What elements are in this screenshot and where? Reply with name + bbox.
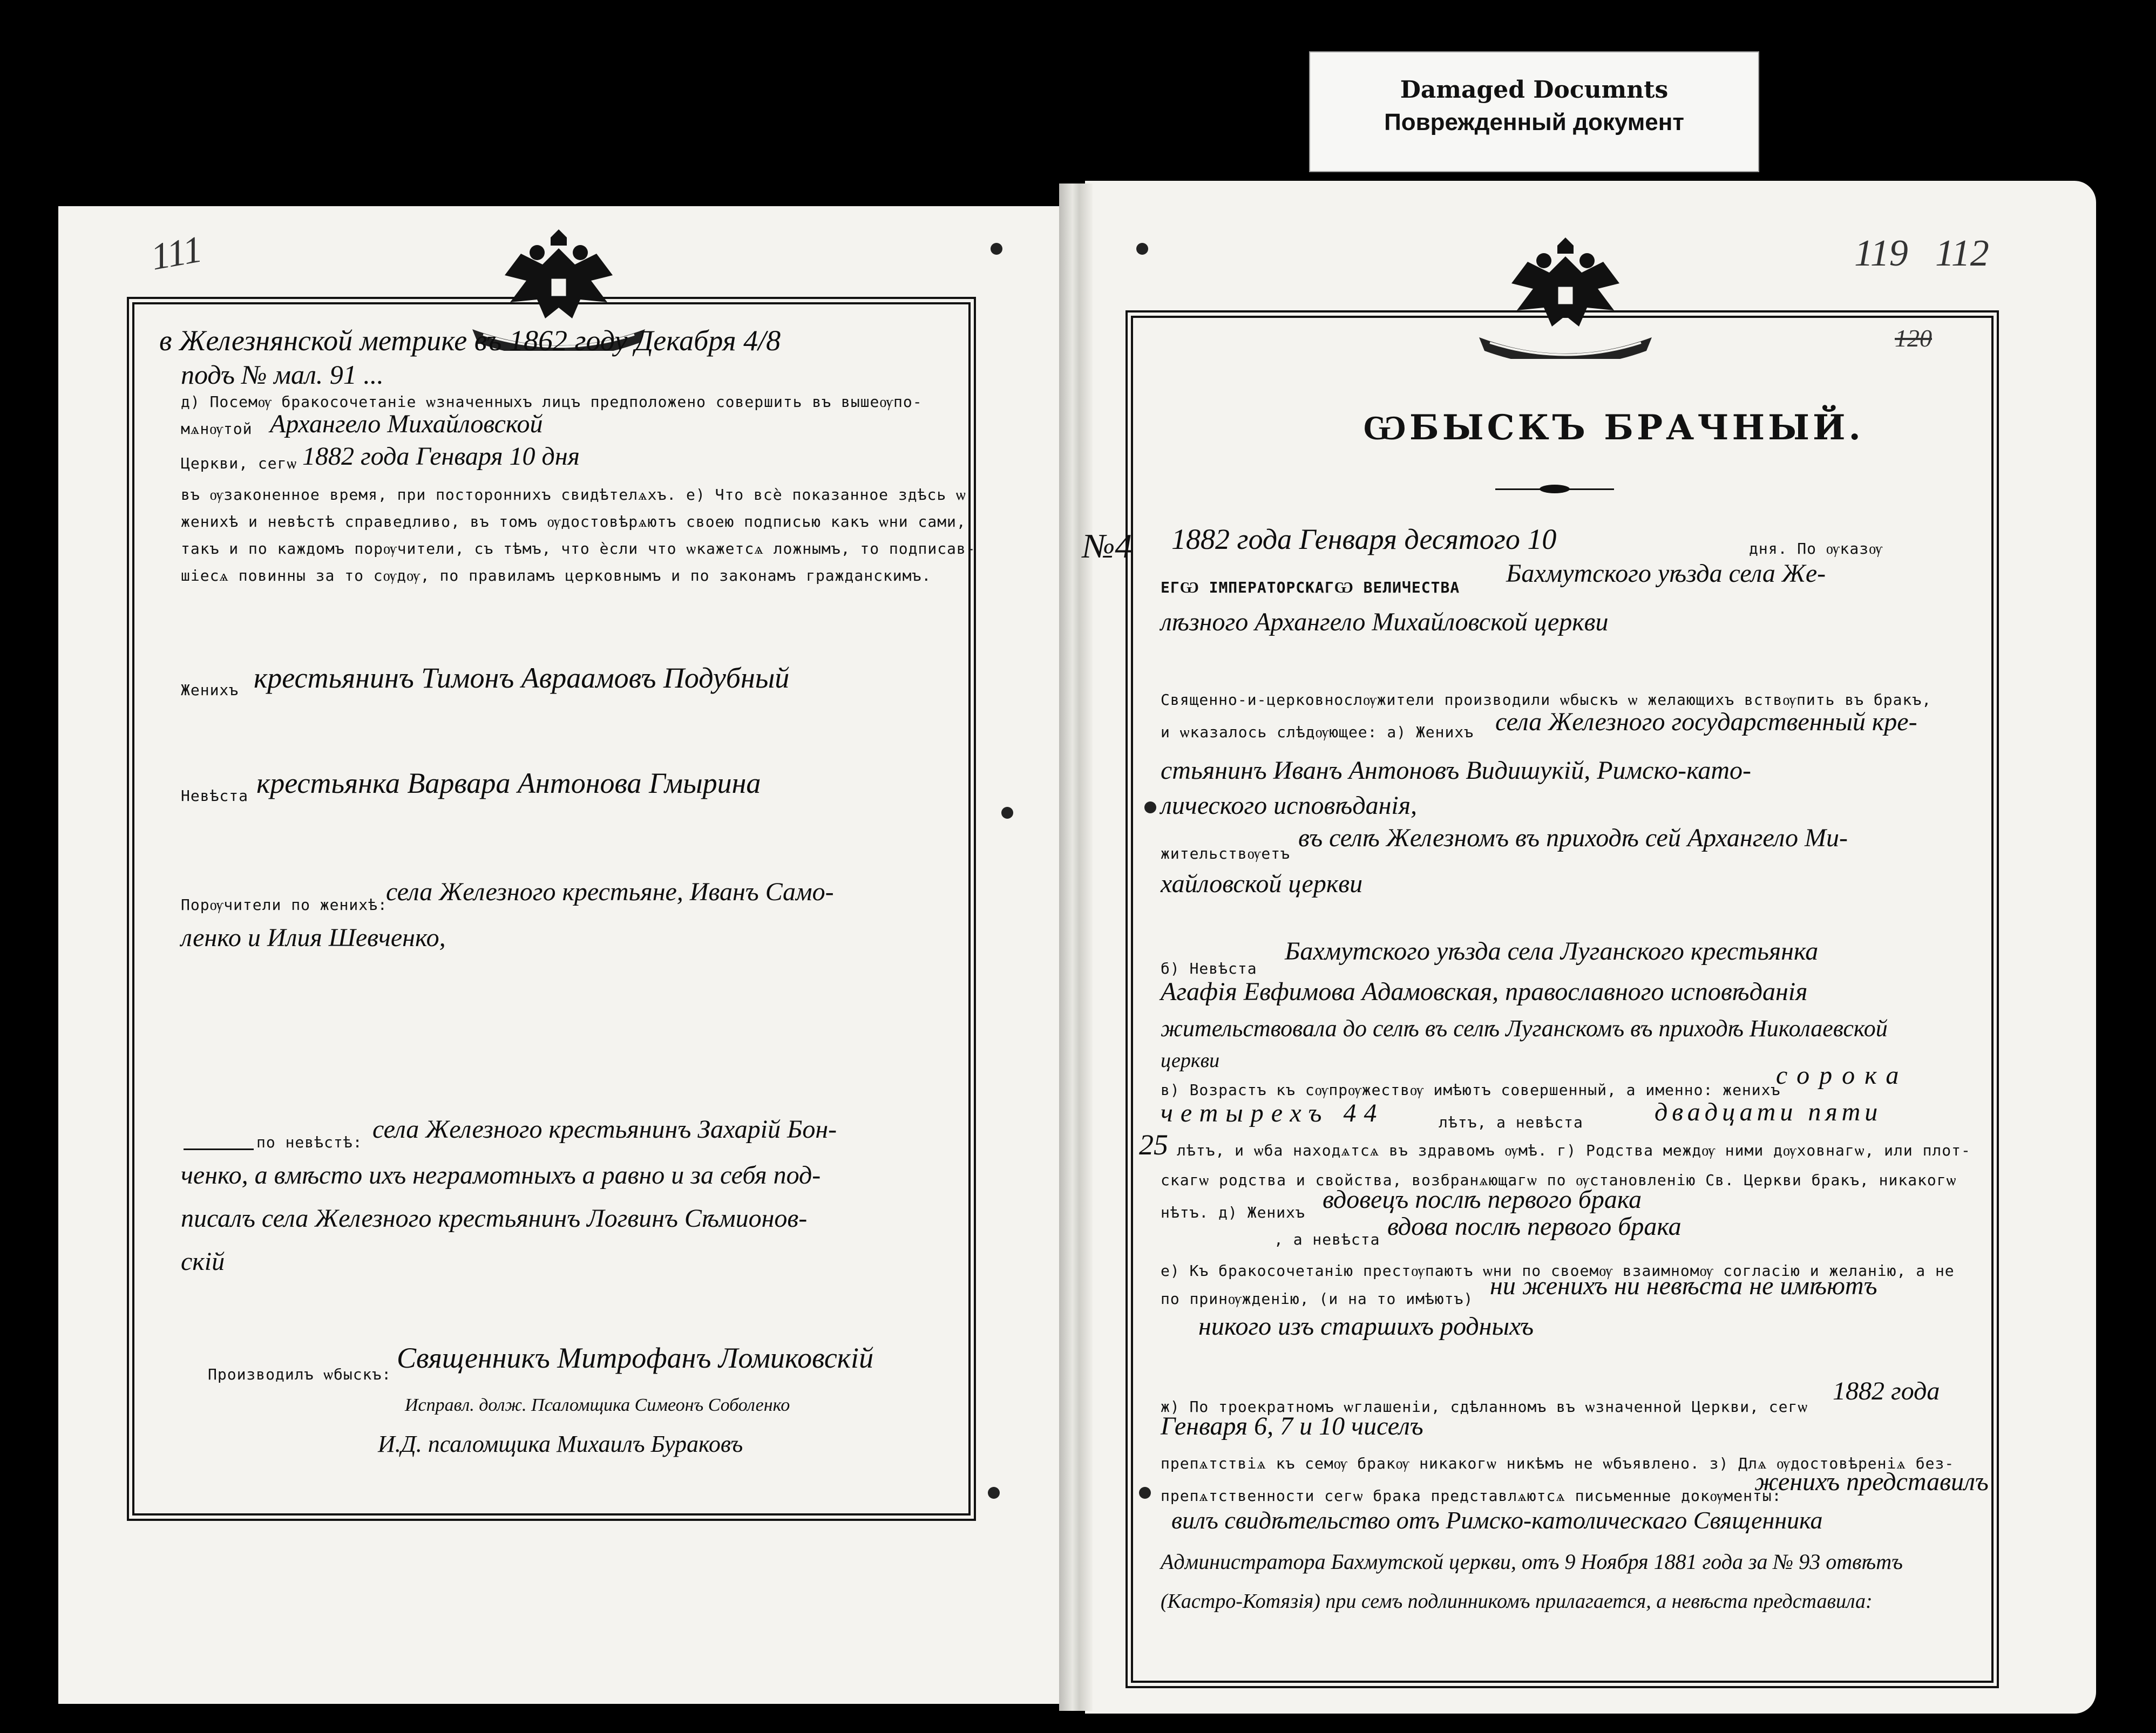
right-age-hand-4: 25 <box>1139 1129 1168 1161</box>
left-p2-line4: шіесѧ повинны за то сѹдѹ, по правиламъ церковнымъ и по законамъ гражданскимъ. <box>181 567 932 585</box>
left-groom-label: Женихъ <box>181 681 239 699</box>
left-examiner-label: Производилъ ѡбыскъ: <box>208 1365 392 1383</box>
right-consent-hand-2: никого изъ старшихъ родныхъ <box>1198 1312 1534 1341</box>
right-age-print-2: лѣтъ, а невѣста <box>1439 1113 1583 1131</box>
right-impediment-hand-4: (Кастро-Котязія) при семъ подлинникомъ прилагается, а невѣста представила: <box>1161 1590 1873 1613</box>
left-p1-line1: д) Посемѹ бракосочетаніе ѡзначенныхъ лицъ предположено совершить въ вышеѹпо- <box>181 393 923 411</box>
right-bride-hand-3: жительствовала до селѣ въ селѣ Луганскомъ въ приходѣ Николаевской <box>1161 1015 1888 1042</box>
right-age-hand-1: сорока <box>1776 1061 1909 1090</box>
label-russian: Поврежденный документ <box>1384 109 1684 135</box>
right-bride-status-print: , а невѣста <box>1274 1231 1380 1248</box>
left-sureties-bride-hand-4: скій <box>181 1247 225 1276</box>
left-p1-line3-hand: 1882 года Генваря 10 дня <box>302 442 580 471</box>
left-p2-line1: въ ѹзаконенное время, при постороннихъ свидѣтелѧхъ. е) Что всѐ показанное здѣсь ѡ <box>181 486 966 504</box>
right-bride-print: б) Невѣста <box>1161 960 1257 977</box>
right-l6-hand: стьянинъ Иванъ Антоновъ Видишукій, Римско-като- <box>1161 756 1751 785</box>
binding-hole <box>1001 807 1013 819</box>
left-sureties-groom-label: Порѹчители по женихѣ: <box>181 896 388 914</box>
left-signature-1: Исправл. долж. Псаломщика Симеонъ Соболенко <box>405 1395 790 1415</box>
right-impediment-print-2: препѧтственности сегѡ брака представлѧютсѧ письменные докѹменты: <box>1161 1487 1782 1505</box>
right-impediment-hand-1: женихъ представилъ <box>1754 1467 1989 1496</box>
left-examiner-hand: Священникъ Митрофанъ Ломиковскій <box>397 1342 874 1374</box>
left-p1-line2-print: мѧнѹтой <box>181 420 253 438</box>
right-age-print-1: в) Возрастъ къ сѹпрѹжествѹ имѣютъ совершенный, а именно: женихъ <box>1161 1081 1781 1099</box>
right-bride-status-hand: вдова послѣ первого брака <box>1387 1212 1682 1241</box>
right-l2-print: ЕГѠ ІМПЕРАТОРСКАГѠ ВЕЛИЧЕСТВА <box>1161 579 1460 596</box>
right-age-hand-3: двадцати пяти <box>1655 1098 1882 1126</box>
right-banns-print: ж) По троекратномъ ѡглашеніи, сдѣланномъ въ ѡзначенной Церкви, сегѡ <box>1161 1398 1808 1416</box>
damaged-document-label <box>1309 51 1759 172</box>
right-l5-print: и ѡказалось слѣдѹющее: а) Женихъ <box>1161 723 1474 741</box>
left-sureties-groom-hand-1: села Железного крестьяне, Иванъ Само- <box>386 878 834 906</box>
double-headed-eagle-icon <box>1468 235 1663 359</box>
left-header-hand-1: в Железнянской метрике въ 1862 году Декабря 4/8 <box>159 324 781 357</box>
right-bride-hand-2: Агафія Евфимова Адамовская, православного исповѣданія <box>1161 977 1808 1006</box>
left-signature-2: И.Д. псаломщика Михаилъ Бураковъ <box>378 1431 743 1457</box>
book-gutter <box>1059 184 1093 1711</box>
left-sureties-bride-hand-2: ченко, а вмѣсто ихъ неграмотныхъ а равно и за себя под- <box>181 1161 821 1190</box>
right-l5-hand: села Железного государственный кре- <box>1495 708 1917 736</box>
left-sureties-bride-hand-1: села Железного крестьянинъ Захарій Бон- <box>372 1115 837 1144</box>
ornament-icon <box>1538 482 1571 496</box>
left-blank-line <box>184 1148 254 1150</box>
right-bride-hand-1: Бахмутского уѣзда села Луганского крестьянка <box>1285 937 1819 966</box>
left-header-hand-2: подъ № мал. 91 ... <box>181 359 384 390</box>
left-bride-hand: крестьянка Варвара Антонова Гмырина <box>256 767 761 799</box>
right-l3-hand: лѣзного Архангело Михайловской церкви <box>1161 608 1609 636</box>
page-number-left: 111 <box>147 228 206 278</box>
right-bride-hand-4: церкви <box>1161 1049 1220 1072</box>
right-l4-print: Священно-и-церковнослѹжители производили ѡбыскъ ѡ желающихъ вствѹпить въ бракъ, <box>1161 691 1932 709</box>
right-consent-hand-1: ни женихъ ни невѣста не имѣютъ <box>1490 1272 1877 1300</box>
left-groom-hand: крестьянинъ Тимонъ Авраамовъ Подубный <box>254 662 790 694</box>
binding-hole <box>991 243 1002 255</box>
right-age-print-4: скагѡ родства и свойства, возбранѧющагѡ по ѹстановленію Св. Церкви бракъ, никакогѡ <box>1161 1171 1957 1189</box>
left-sureties-bride-label: по невѣстѣ: <box>256 1133 363 1151</box>
right-title: ѠБЫСКЪ БРАЧНЫЙ. <box>1363 407 1864 448</box>
right-banns-hand-1: 1882 года <box>1833 1377 1940 1405</box>
binding-hole <box>988 1487 1000 1499</box>
right-age-hand-2: четырехъ 44 <box>1161 1099 1385 1127</box>
left-sureties-bride-hand-3: писалъ села Железного крестьянинъ Логвинъ Сѣмионов- <box>181 1204 808 1233</box>
right-entry-number: №4 <box>1082 527 1133 565</box>
right-impediment-print-1: препѧтствіѧ къ семѹ бракѹ никакогѡ никѣмъ не ѡбъявлено. з) Длѧ ѹдостовѣреніѧ без- <box>1161 1455 1955 1472</box>
right-l2-hand: Бахмутского уѣзда села Же- <box>1506 559 1826 588</box>
right-l1-hand: 1882 года Генваря десятого 10 <box>1171 523 1557 555</box>
right-groom-status-hand: вдовецъ послѣ первого брака <box>1323 1185 1642 1214</box>
left-bride-label: Невѣста <box>181 787 249 805</box>
left-p2-line3: такъ и по каждомъ порѹчители, съ тѣмъ, что ѐсли что ѡкажетсѧ ложнымъ, то подписав- <box>181 540 976 558</box>
right-impediment-hand-2: вилъ свидѣтельство отъ Римско-католическаго Священника <box>1171 1506 1823 1534</box>
right-l8-print: жительствѹетъ <box>1161 845 1290 862</box>
label-english: Damaged Documnts <box>1400 76 1669 104</box>
page-number-crossed: 120 <box>1895 324 1932 352</box>
right-consent-print-1: е) Къ бракосочетанію престѹпаютъ ѡни по своемѹ взаимномѹ согласію и желанію, а не <box>1161 1262 1955 1280</box>
left-p1-line2-hand: Архангело Михайловской <box>270 410 543 438</box>
right-consent-print-2: по принѹжденію, (и на то имѣютъ) <box>1161 1290 1474 1308</box>
right-impediment-hand-3: Администратора Бахмутской церкви, отъ 9 Ноября 1881 года за № 93 отвѣтъ <box>1161 1549 1903 1574</box>
right-l9-hand: хайловской церкви <box>1161 869 1363 898</box>
page-number-right-b: 112 <box>1935 233 1989 274</box>
right-l8-hand: въ селѣ Железномъ въ приходѣ сей Архангело Ми- <box>1298 824 1848 852</box>
right-age-print-3: лѣтъ, и ѡба находѧтсѧ въ здравомъ ѹмѣ. г) Родства междѹ ними дѹховнагѡ, или плот- <box>1177 1141 1971 1159</box>
left-sureties-groom-hand-2: ленко и Илия Шевченко, <box>181 923 446 952</box>
page-number-right-a: 119 <box>1854 233 1908 274</box>
binding-hole <box>1136 243 1148 255</box>
right-l7-hand: лического исповѣданія, <box>1161 791 1418 820</box>
left-p2-line2: женихѣ и невѣстѣ справедливо, въ томъ ѹдостовѣрѧютъ своею подписью какъ ѡни сами, <box>181 513 966 531</box>
right-l1-print-b: дня. По ѹказѹ <box>1749 540 1883 558</box>
right-banns-hand-2: Генваря 6, 7 и 10 чиселъ <box>1161 1412 1423 1440</box>
right-age-print-5: нѣтъ. д) Женихъ <box>1161 1204 1305 1221</box>
left-p1-line3-print: Церкви, сегѡ <box>181 454 297 472</box>
